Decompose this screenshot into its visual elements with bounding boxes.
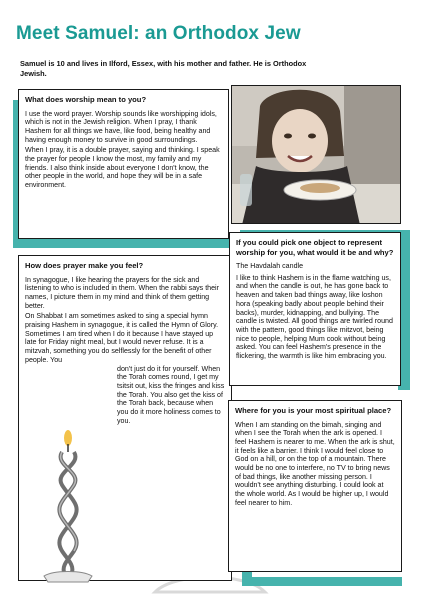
object-box bbox=[229, 232, 401, 386]
worship-paragraph-2: When I pray, it is a double prayer, saying and thinking. I speak the prayer for people I know the most, my family and my friends. I also think inside about everyone I don't know, the other people in the world, and hope they will be in a safe environment. bbox=[25, 146, 220, 190]
object-subheading: The Havdalah candle bbox=[236, 262, 304, 270]
page-title: Meet Samuel: an Orthodox Jew bbox=[16, 23, 301, 44]
prayer-paragraph-2-continued: don't just do it for yourself. When the Torah comes round, I get my tsitsit out, kiss the fringes and kiss the Torah. You also get the kiss of the Torah back, because when you do it more holiness comes to you. bbox=[117, 364, 225, 425]
prayer-paragraph-2: On Shabbat I am sometimes asked to sing a special hymn praising Hashem in synagogue, it is called the Hymn of Glory. Sometimes I am tired when I do it because I have stayed up late for Friday night meal, but I would never refuse. It is a mitzvah, something you do selflessly for the benefit of other people. You bbox=[25, 312, 219, 364]
object-heading: If you could pick one object to represent worship for you, what would it be and why? bbox=[236, 238, 394, 257]
worship-box bbox=[18, 89, 229, 239]
prayer-paragraph-1: In synagogue, I like hearing the prayers for the sick and listening to who is included in them. When the rabbi says their names, I picture them in my mind and think of them getting better. bbox=[25, 275, 219, 310]
prayer-heading: How does prayer make you feel? bbox=[25, 261, 144, 270]
spiritual-paragraph-1: When I am standing on the bimah, singing and when I see the Torah when the ark is opened. I feel Hashem is nearer to me. When the ark is shut, it feels like a barrier. I think I would feel close to God on a hill, or on the top of a mountain. There would be no one to interfere, no TV to bring news of bad things, like another missing person. I wouldn't see anything disturbing. I could look at the whole world. As I would be higher up, I would feel nearer to him. bbox=[235, 420, 395, 507]
spiritual-box bbox=[228, 400, 402, 572]
accent-bar bbox=[13, 238, 235, 248]
intro-text: Samuel is 10 and lives in Ilford, Essex, with his mother and father. He is Orthodox Jewish. bbox=[20, 59, 307, 78]
object-paragraph-1: I like to think Hashem is in the flame watching us, and when the candle is out, he has gone back to heaven and taken bad things away, like loshon hora (speaking badly about people behind their backs), murder, kidnapping, and bullying. The candle is twisted. All good things are twirled round with the pattern, good things like mitzvot, being nice to people, helping Mum cook without being asked. You can feel Hashem's presence in the flickering, the warmth is like him embracing you. bbox=[236, 273, 393, 361]
havdalah-candle-icon bbox=[24, 430, 112, 596]
worship-paragraph-1: I use the word prayer. Worship sounds like worshipping idols, which is not in the Jewish religion. When I pray, I thank Hashem for all things we have, like food, being healthy and having enough money to survive in good surroundings. bbox=[25, 109, 217, 144]
samuel-photo bbox=[231, 85, 401, 224]
spiritual-heading: Where for you is your most spiritual place? bbox=[235, 406, 392, 415]
accent-bar bbox=[242, 577, 402, 586]
worship-heading: What does worship mean to you? bbox=[25, 95, 147, 104]
